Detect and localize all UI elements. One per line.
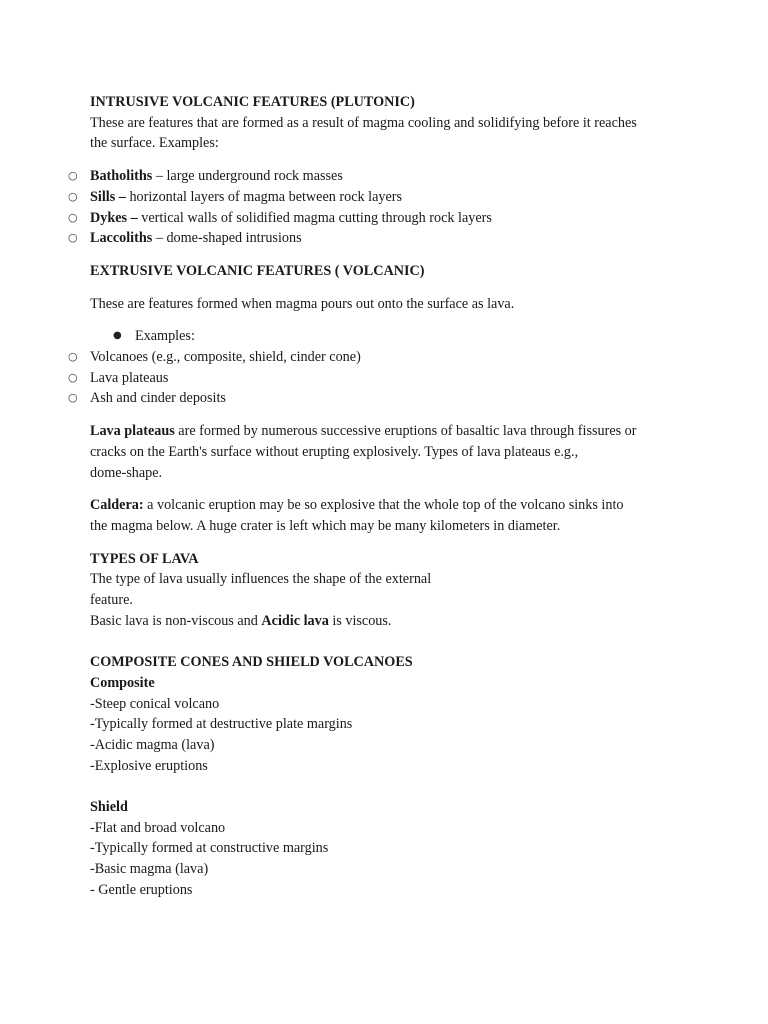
list-item: ○ Ash and cinder deposits: [90, 388, 680, 409]
composite-title: Composite: [90, 674, 155, 691]
shield-title: Shield: [90, 799, 128, 816]
list-item: -Explosive eruptions: [90, 757, 208, 774]
list-item: -Typically formed at constructive margins: [90, 840, 329, 857]
intrusive-intro-line-1: These are features that are formed as a result of magma cooling and solidifying before it reaches: [90, 114, 637, 131]
list-item: ○ Lava plateaus: [90, 368, 680, 389]
list-item: ○ Laccoliths – dome-shaped intrusions: [90, 228, 680, 249]
list-item: ○ Dykes – vertical walls of solidified magma cutting through rock layers: [90, 208, 680, 229]
list-item: ○ Sills – horizontal layers of magma between rock layers: [90, 187, 680, 208]
list-item: -Acidic magma (lava): [90, 736, 215, 753]
caldera-line-2: the magma below. A huge crater is left which may be many kilometers in diameter.: [90, 517, 561, 534]
list-item: - Gentle eruptions: [90, 881, 193, 898]
intrusive-heading: INTRUSIVE VOLCANIC FEATURES (PLUTONIC): [90, 94, 415, 110]
list-item: ○ Volcanoes (e.g., composite, shield, cinder cone): [90, 347, 680, 368]
extrusive-intro: These are features formed when magma pours out onto the surface as lava.: [90, 295, 515, 312]
list-item: -Typically formed at destructive plate margins: [90, 716, 353, 733]
list-item: ○ Batholiths – large underground rock masses: [90, 166, 680, 187]
lava-plateaus-line-2: cracks on the Earth's surface without erupting explosively. Types of lava plateaus e.g.,: [90, 443, 579, 460]
lava-types-heading: TYPES OF LAVA: [90, 550, 199, 567]
lava-types-line-1: The type of lava usually influences the shape of the external: [90, 571, 432, 588]
intrusive-intro-line-2: the surface. Examples:: [90, 135, 219, 152]
list-item: -Steep conical volcano: [90, 695, 220, 712]
examples-bullet: ● Examples:: [90, 326, 680, 347]
extrusive-examples-list: [90, 347, 680, 409]
lava-types-line-2: feature.: [90, 592, 133, 609]
lava-plateaus-line-3: dome-shape.: [90, 464, 163, 481]
extrusive-heading: EXTRUSIVE VOLCANIC FEATURES ( VOLCANIC): [90, 262, 425, 279]
caldera-line-1: Caldera: a volcanic eruption may be so explosive that the whole top of the volcano sinks into: [90, 497, 624, 514]
lava-plateaus-line-1: Lava plateaus are formed by numerous successive eruptions of basaltic lava through fissures or: [90, 423, 637, 440]
intrusive-examples-list: [90, 166, 680, 249]
list-item: -Basic magma (lava): [90, 861, 209, 878]
cones-heading: COMPOSITE CONES AND SHIELD VOLCANOES: [90, 654, 413, 671]
lava-types-line-3: Basic lava is non-viscous and Acidic lava is viscous.: [90, 612, 392, 629]
list-item: -Flat and broad volcano: [90, 819, 226, 836]
document-page: [90, 92, 680, 901]
